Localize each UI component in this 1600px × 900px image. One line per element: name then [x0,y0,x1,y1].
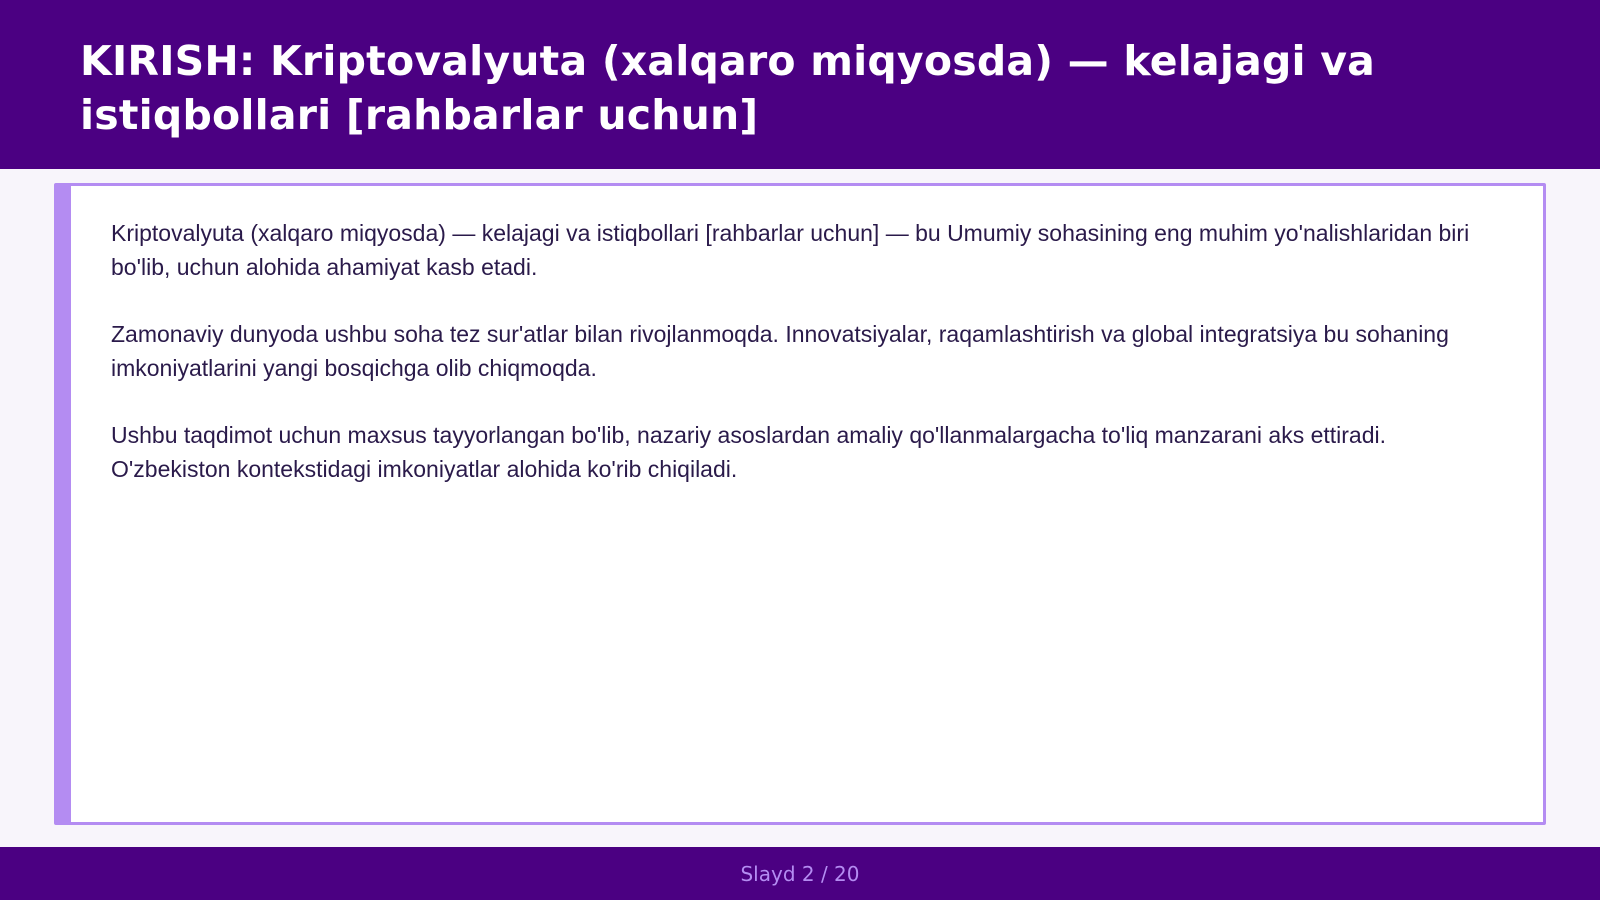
slide-counter: Slayd 2 / 20 [740,861,860,886]
paragraph-modern-world: Zamonaviy dunyoda ushbu soha tez sur'atlar bilan rivojlanmoqda. Innovatsiyalar, raqamlashtirish va global integratsiya bu sohaning imkoniyatlarini yangi bosqichga olib chiqmoqda. [111,321,1449,381]
paragraph-intro: Kriptovalyuta (xalqaro miqyosda) — kelajagi va istiqbollari [rahbarlar uchun] — bu Umumiy sohasining eng muhim yo'nalishlaridan biri bo'lib, uchun alohida ahamiyat kasb etadi. [111,220,1470,280]
slide-header [0,0,1600,169]
content-box [54,183,1546,825]
slide-footer [0,847,1600,900]
slide-title: KIRISH: Kriptovalyuta (xalqaro miqyosda) — kelajagi va istiqbollari [rahbarlar uchun] [80,37,1376,139]
paragraph-presentation-scope: Ushbu taqdimot uchun maxsus tayyorlangan bo'lib, nazariy asoslardan amaliy qo'llanmalargacha to'liq manzarani aks ettiradi. O'zbekiston kontekstidagi imkoniyatlar alohida ko'rib chiqiladi. [111,422,1387,482]
